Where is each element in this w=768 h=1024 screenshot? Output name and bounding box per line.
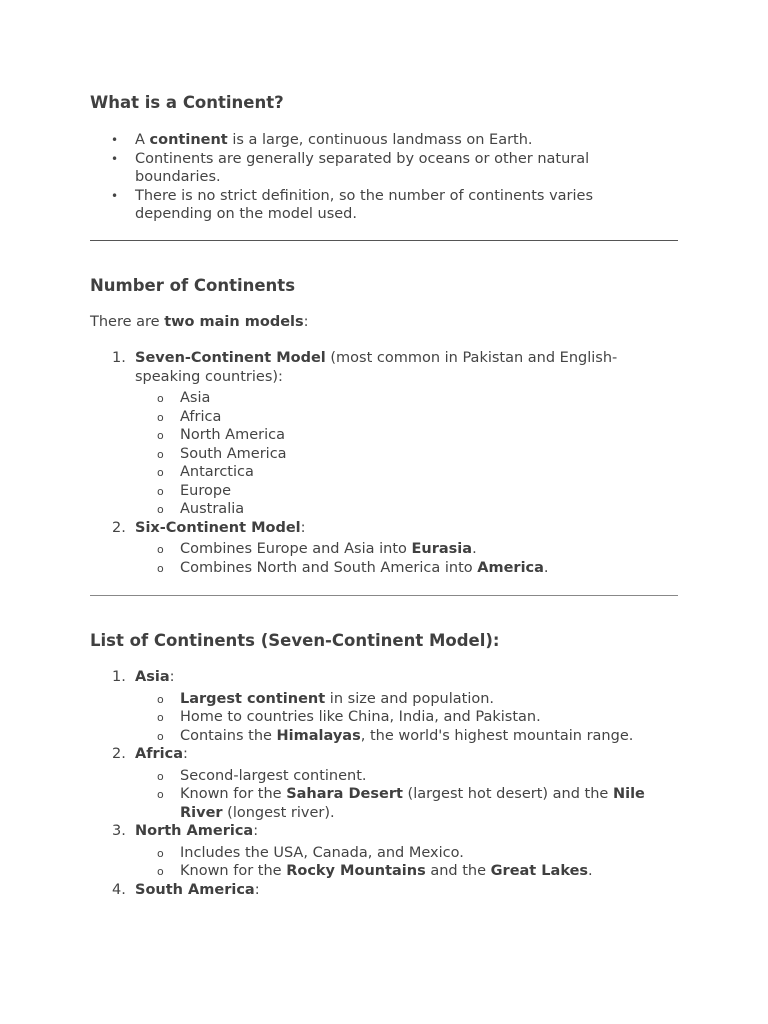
item-number: 1.: [112, 350, 126, 366]
item-number: 3.: [112, 823, 126, 839]
sub-bullet-item: [135, 844, 670, 863]
text-run: (most common in Pakistan and English-speaking countries):: [135, 350, 618, 385]
text-run: Known for the: [180, 863, 287, 879]
bold-text: Asia: [135, 669, 170, 685]
text-run: Home to countries like China, India, and Pakistan.: [180, 709, 541, 725]
bold-text: two main models: [164, 314, 304, 330]
bold-text: Himalayas: [276, 727, 361, 744]
item-heading: [135, 349, 645, 386]
continents-numbered-list: [90, 668, 678, 899]
sub-bullet-item: [135, 408, 670, 427]
bold-text: Eurasia: [411, 541, 473, 557]
bold-text: South America: [135, 881, 255, 898]
definition-bullet-list: [90, 131, 650, 224]
sub-bullet-item: [135, 559, 670, 578]
bullet-item: [90, 187, 650, 224]
text-run: South America: [180, 445, 287, 462]
item-heading: [135, 822, 645, 841]
bold-text: Seven-Continent Model: [135, 350, 326, 366]
sub-bullet-item: [135, 708, 670, 727]
models-list-container: [90, 349, 678, 577]
text-run: North America: [180, 427, 285, 443]
text-run: :: [254, 881, 260, 898]
sub-bullet-item: [135, 500, 670, 519]
text-run: , the world's highest mountain range.: [360, 727, 634, 744]
bullet-item: [90, 131, 650, 150]
text-run: Africa: [180, 408, 222, 425]
section-divider: [90, 595, 678, 596]
item-number: 2.: [112, 519, 126, 536]
bold-text: Nile River: [180, 786, 645, 821]
text-run: in size and population.: [325, 690, 495, 707]
numbered-item: [90, 822, 678, 881]
text-run: :: [303, 314, 309, 330]
bold-text: North America: [135, 823, 254, 839]
item-heading: [135, 745, 645, 764]
text-run: Europe: [180, 482, 231, 499]
item-heading: [135, 881, 645, 900]
item-heading: [135, 519, 645, 538]
sub-bullet-item: [135, 482, 670, 501]
sub-bullet-list: [135, 767, 678, 823]
text-run: Continents are generally separated by oceans or other natural boundaries.: [135, 150, 590, 185]
sub-bullet-item: [135, 445, 670, 464]
sub-bullet-item: [135, 463, 670, 482]
sub-bullet-list: [135, 844, 678, 881]
section-title-list-of-continents: List of Continents (Seven-Continent Model):: [90, 631, 500, 650]
section-title-number-of-continents: Number of Continents: [90, 276, 296, 295]
bold-text: continent: [149, 132, 228, 148]
sub-bullet-item: [135, 389, 670, 408]
text-run: Includes the USA, Canada, and Mexico.: [180, 844, 464, 861]
section-divider: [90, 240, 678, 241]
bold-text: America: [477, 559, 544, 576]
text-run: :: [253, 823, 259, 839]
numbered-item: [90, 519, 678, 578]
sub-bullet-list: [135, 690, 678, 746]
text-run: (longest river).: [222, 804, 335, 821]
item-number: 2.: [112, 746, 126, 762]
text-run: Australia: [180, 501, 245, 517]
text-run: There is no strict definition, so the number of continents varies depending on the model used.: [135, 187, 594, 222]
models-numbered-list: [90, 349, 678, 577]
text-run: Asia: [180, 390, 211, 406]
sub-bullet-item: [135, 727, 670, 746]
numbered-item: [90, 668, 678, 745]
item-number: 1.: [112, 669, 126, 685]
item-heading: [135, 668, 645, 687]
bold-text: Rocky Mountains: [286, 863, 426, 879]
text-run: .: [543, 559, 549, 576]
text-run: :: [183, 746, 188, 762]
sub-bullet-list: [135, 389, 678, 519]
text-run: Antarctica: [180, 464, 254, 480]
models-intro-text: [90, 313, 309, 332]
text-run: .: [472, 541, 477, 557]
item-number: 4.: [112, 881, 126, 898]
text-run: Combines North and South America into: [180, 559, 478, 576]
section-title-what-is-continent: What is a Continent?: [90, 93, 284, 112]
bold-text: Sahara Desert: [286, 786, 403, 802]
text-run: Second-largest continent.: [180, 767, 367, 784]
text-run: Contains the: [180, 727, 277, 744]
numbered-item: [90, 349, 678, 519]
bullet-item: [90, 150, 650, 187]
text-run: and the: [425, 863, 491, 879]
text-run: There are: [90, 314, 165, 330]
text-run: is a large, continuous landmass on Earth.: [227, 132, 533, 148]
text-run: Known for the: [180, 786, 287, 802]
sub-bullet-item: [135, 862, 670, 881]
text-run: :: [169, 669, 175, 685]
continents-list-container: [90, 668, 678, 899]
bold-text: Six-Continent Model: [135, 519, 301, 536]
sub-bullet-list: [135, 540, 678, 577]
sub-bullet-item: [135, 785, 670, 822]
sub-bullet-item: [135, 426, 670, 445]
text-run: :: [300, 519, 306, 536]
bold-text: Africa: [135, 746, 184, 762]
sub-bullet-item: [135, 540, 670, 559]
sub-bullet-item: [135, 690, 670, 709]
bold-text: Largest continent: [180, 690, 326, 707]
text-run: Combines Europe and Asia into: [180, 541, 412, 557]
bold-text: Great Lakes: [490, 863, 589, 879]
numbered-item: [90, 881, 678, 900]
text-run: A: [135, 132, 150, 148]
numbered-item: [90, 745, 678, 822]
text-run: .: [588, 863, 593, 879]
sub-bullet-item: [135, 767, 670, 786]
text-run: (largest hot desert) and the: [402, 786, 613, 802]
